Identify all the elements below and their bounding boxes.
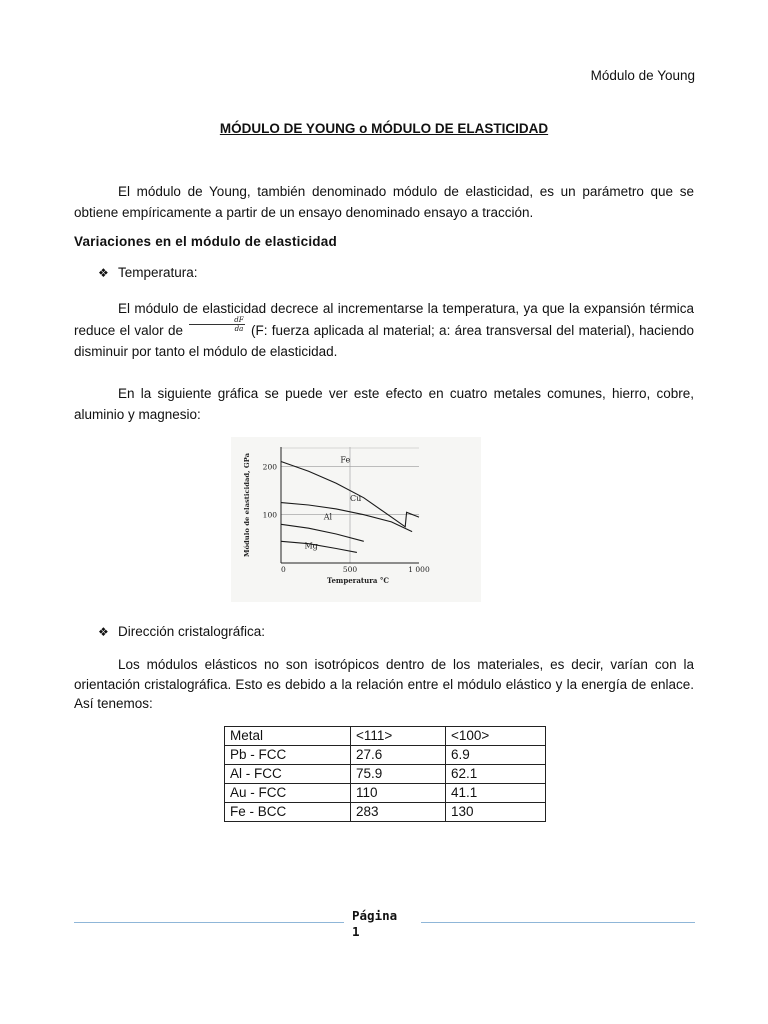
table-cell: 130 xyxy=(446,803,546,822)
table-cell: Fe - BCC xyxy=(225,803,351,822)
crystal-paragraph: Los módulos elásticos no son isotrópicos dentro de los materiales, es decir, varían con la orientación cristalográfica. Esto es debido a la relación entre el módulo elástico y la energía de enlace. Así tenemos: xyxy=(74,657,694,711)
x-tick-label: 500 xyxy=(342,565,358,574)
y-axis-label: Módulo de elasticidad, GPa xyxy=(243,452,251,558)
series-label-cu: Cu xyxy=(350,494,362,504)
footer-rule-left xyxy=(74,922,344,923)
intro-paragraph: El módulo de Young, también denominado módulo de elasticidad, es un parámetro que se obtiene empíricamente a partir de un ensayo denominado ensayo a tracción. xyxy=(74,184,694,220)
x-tick-label: 0 xyxy=(281,565,286,574)
table-cell: Al - FCC xyxy=(225,765,351,784)
x-axis-label: Temperatura °C xyxy=(327,576,389,585)
y-tick-label: 100 xyxy=(262,510,277,520)
table-cell: 75.9 xyxy=(351,765,446,784)
x-tick-label: 1 000 xyxy=(408,565,430,574)
table-cell: 6.9 xyxy=(446,746,546,765)
chart-svg xyxy=(231,437,481,602)
table-cell: 110 xyxy=(351,784,446,803)
table-cell: Pb - FCC xyxy=(225,746,351,765)
table-row xyxy=(225,746,546,765)
table-cell: 41.1 xyxy=(446,784,546,803)
bullet-crystal-direction-label: Dirección cristalográfica: xyxy=(118,624,266,639)
y-tick-label: 200 xyxy=(262,462,277,472)
temperature-paragraph xyxy=(74,298,694,363)
chart-intro-paragraph: En la siguiente gráfica se puede ver este efecto en cuatro metales comunes, hierro, cobre, aluminio y magnesio: xyxy=(74,386,694,422)
temperature-text-after: (F: fuerza aplicada al material; a: área transversal del material), haciendo disminuir por tanto el módulo de elasticidad. xyxy=(74,322,694,359)
bullet-temperature-label: Temperatura: xyxy=(118,265,198,280)
bullet-crystal-direction xyxy=(98,624,265,639)
diamond-bullet-icon: ❖ xyxy=(98,625,109,639)
table-cell: Au - FCC xyxy=(225,784,351,803)
table-header-cell: <100> xyxy=(446,727,546,746)
bullet-temperature xyxy=(98,265,198,280)
running-header: Módulo de Young xyxy=(590,68,695,83)
diamond-bullet-icon: ❖ xyxy=(98,266,109,280)
temperature-text-before: El módulo de elasticidad decrece al incrementarse la temperatura, ya que la expansión térmica reduce el valor de xyxy=(74,301,694,338)
table-header-row xyxy=(225,727,546,746)
table-row xyxy=(225,765,546,784)
section-heading: Variaciones en el módulo de elasticidad xyxy=(74,234,337,249)
page-number xyxy=(352,908,397,940)
table-header-cell: <111> xyxy=(351,727,446,746)
table-row xyxy=(225,803,546,822)
page-label: Página xyxy=(352,908,398,923)
table-cell: 283 xyxy=(351,803,446,822)
elastic-moduli-table xyxy=(224,726,546,822)
series-label-mg: Mg xyxy=(304,541,318,551)
series-label-al: Al xyxy=(323,512,333,522)
page-number-value: 1 xyxy=(352,924,360,939)
footer-rule-right xyxy=(421,922,695,923)
fraction-denominator: da xyxy=(234,325,244,334)
table-row xyxy=(225,784,546,803)
derivative-fraction xyxy=(189,316,244,333)
document-title: MÓDULO DE YOUNG o MÓDULO DE ELASTICIDAD xyxy=(219,121,549,136)
table-cell: 27.6 xyxy=(351,746,446,765)
fraction-numerator: dF xyxy=(189,316,244,325)
elastic-modulus-chart xyxy=(231,437,481,602)
series-label-fe: Fe xyxy=(340,455,351,465)
table-header-cell: Metal xyxy=(225,727,351,746)
table-cell: 62.1 xyxy=(446,765,546,784)
